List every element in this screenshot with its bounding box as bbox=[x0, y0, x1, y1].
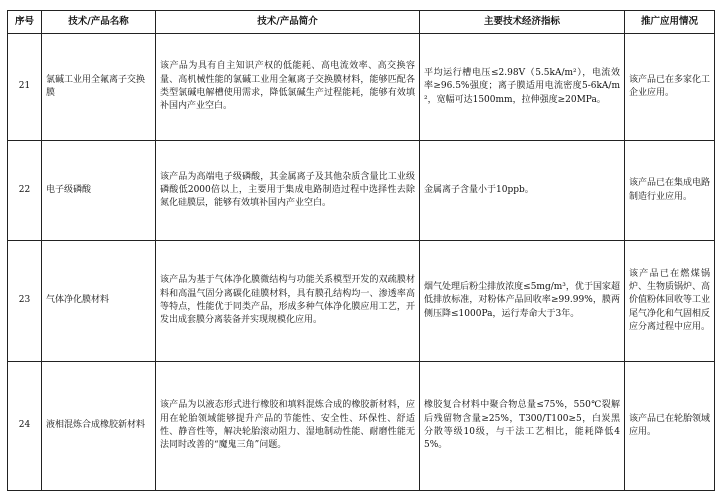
table-row bbox=[8, 362, 715, 491]
table-row bbox=[8, 34, 715, 141]
table-header-row bbox=[8, 11, 715, 34]
row-product-name: 电子级磷酸 bbox=[42, 141, 156, 241]
row-product-intro: 该产品为基于气体净化膜微结构与功能关系模型开发的双疏膜材料和高温气固分离碳化硅膜材料，具有膜孔结构均一、渗透率高等特点，性能优于同类产品，形成多种气体净化膜应用工艺，开发出成套膜分离装备并实现规模化应用。 bbox=[156, 241, 420, 362]
header-product-intro: 技术/产品简介 bbox=[156, 11, 420, 34]
row-application-status: 该产品已在多家化工企业应用。 bbox=[625, 34, 715, 141]
row-key-indicators: 金属离子含量小于10ppb。 bbox=[420, 141, 625, 241]
table-row bbox=[8, 141, 715, 241]
row-product-name: 氯碱工业用全氟离子交换膜 bbox=[42, 34, 156, 141]
row-product-intro: 该产品为具有自主知识产权的低能耗、高电流效率、高交换容量、高机械性能的氯碱工业用全氟离子交换膜材料，能够匹配各类型氯碱电解槽使用需求，降低氯碱生产过程能耗，能够有效填补国内产业空白。 bbox=[156, 34, 420, 141]
technology-product-table bbox=[7, 10, 715, 491]
row-serial-number: 24 bbox=[8, 362, 42, 491]
table-row bbox=[8, 241, 715, 362]
row-key-indicators: 烟气处理后粉尘排放浓度≤5mg/m³，优于国家超低排放标准，对粉体产品回收率≥99.99%，膜两侧压降≤1000Pa，运行寿命大于3年。 bbox=[420, 241, 625, 362]
row-key-indicators: 橡胶复合材料中聚合物总量≤75%，550℃裂解后残留物含量≥25%，T300/T100≥5，白炭黑分散等级10级，与干法工艺相比，能耗降低45%。 bbox=[420, 362, 625, 491]
row-serial-number: 22 bbox=[8, 141, 42, 241]
row-product-name: 气体净化膜材料 bbox=[42, 241, 156, 362]
row-application-status: 该产品已在轮胎领域应用。 bbox=[625, 362, 715, 491]
row-product-name: 液相混炼合成橡胶新材料 bbox=[42, 362, 156, 491]
row-serial-number: 21 bbox=[8, 34, 42, 141]
row-application-status: 该产品已在燃煤锅炉、生物质锅炉、高价值粉体回收等工业尾气净化和气固相反应分离过程中应用。 bbox=[625, 241, 715, 362]
header-key-indicators: 主要技术经济指标 bbox=[420, 11, 625, 34]
row-product-intro: 该产品为高端电子级磷酸，其金属离子及其他杂质含量比工业级磷酸低2000倍以上，主要用于集成电路制造过程中选择性去除氮化硅膜层，能够有效填补国内产业空白。 bbox=[156, 141, 420, 241]
row-serial-number: 23 bbox=[8, 241, 42, 362]
header-application-status: 推广应用情况 bbox=[625, 11, 715, 34]
row-application-status: 该产品已在集成电路制造行业应用。 bbox=[625, 141, 715, 241]
header-serial-number: 序号 bbox=[8, 11, 42, 34]
row-product-intro: 该产品为以液态形式进行橡胶和填料混炼合成的橡胶新材料，应用在轮胎领域能够提升产品的节能性、安全性、环保性、舒适性、静音性等，解决轮胎滚动阻力、湿地制动性能、耐磨性能无法同时改善的“魔鬼三角”问题。 bbox=[156, 362, 420, 491]
header-product-name: 技术/产品名称 bbox=[42, 11, 156, 34]
row-key-indicators: 平均运行槽电压≤2.98V（5.5kA/m²），电流效率≥96.5%强度；离子膜适用电流密度5-6kA/m²，宽幅可达1500mm，拉伸强度≥20MPa。 bbox=[420, 34, 625, 141]
